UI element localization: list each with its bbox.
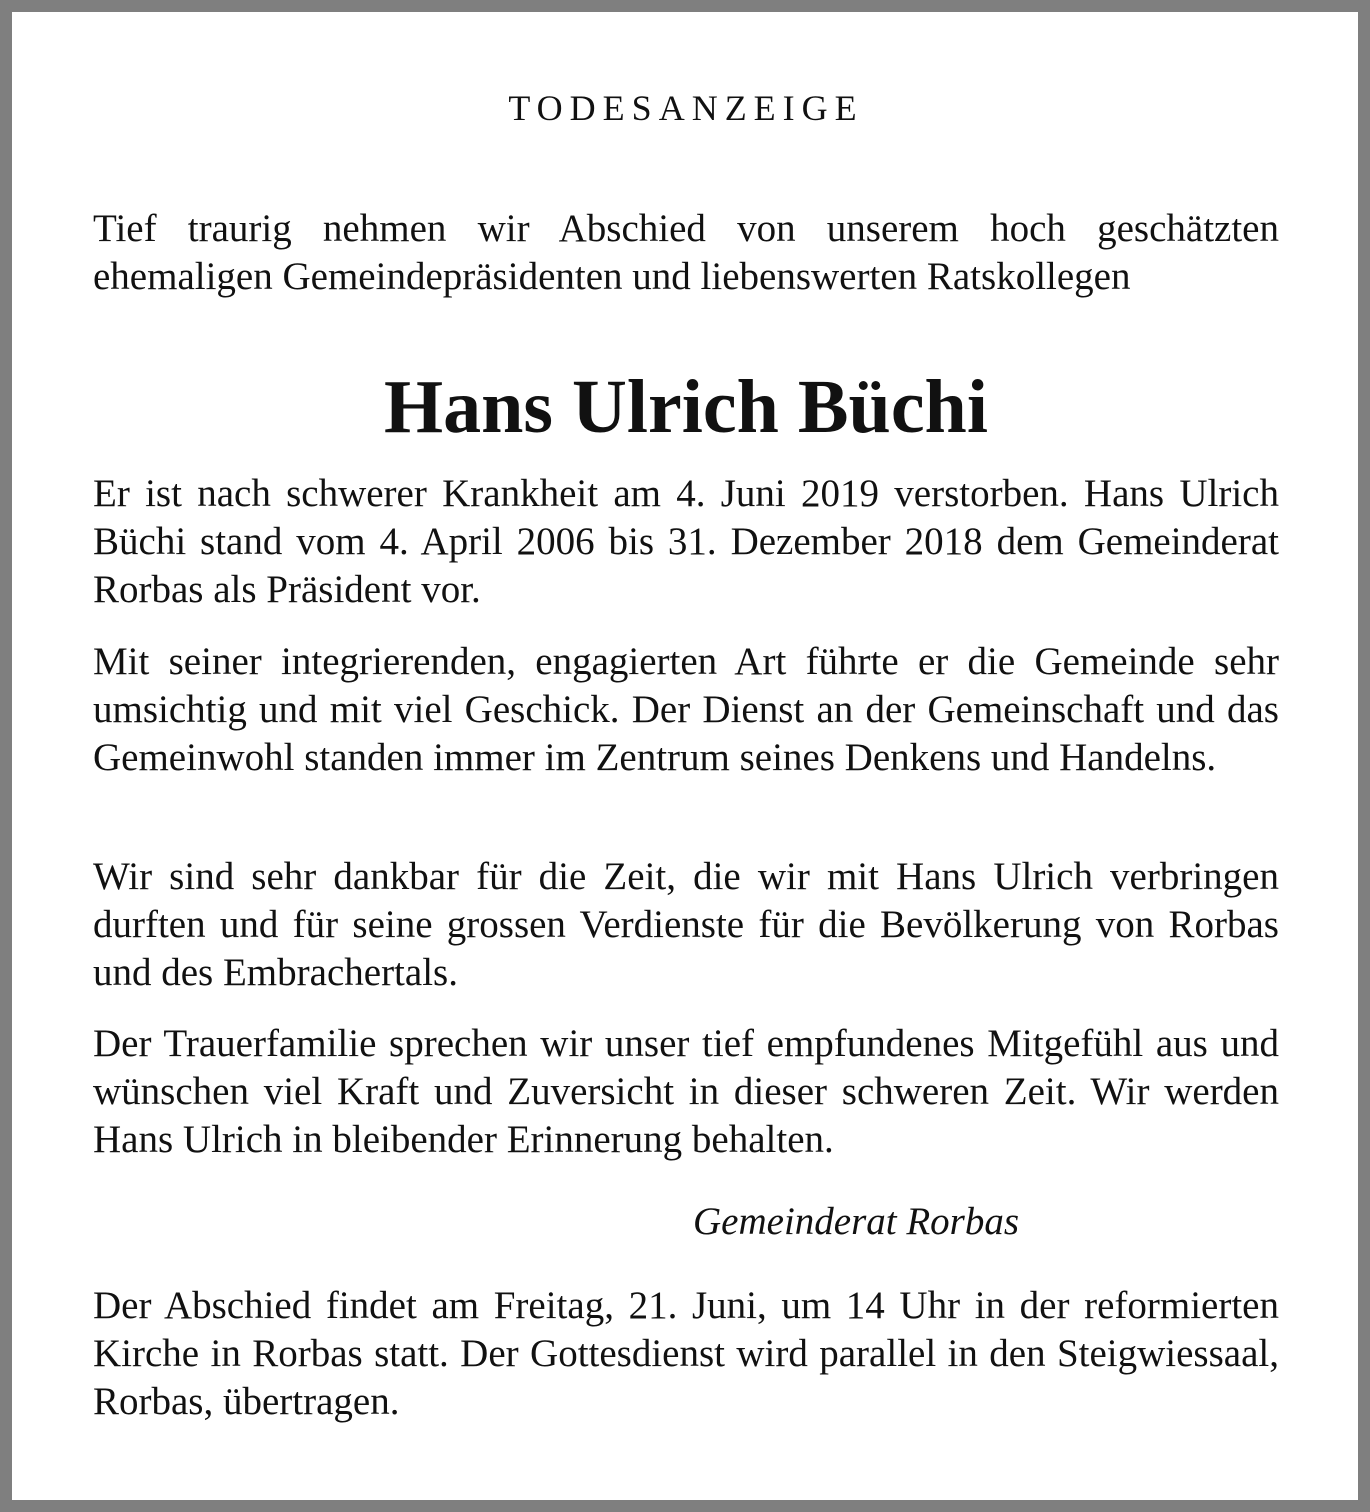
ceremony-paragraph: Der Abschied findet am Freitag, 21. Juni, um 14 Uhr in der reformierten Kirche in Rorbas statt. Der Gottesdienst wird parallel in den Steigwiessaal, Rorbas, übertragen. bbox=[93, 1284, 1279, 1423]
obituary-page bbox=[12, 12, 1358, 1500]
paragraph-death: Er ist nach schwerer Krankheit am 4. Juni 2019 verstorben. Hans Ulrich Büchi stand vom 4. April 2006 bis 31. Dezember 2018 dem Gemeinderat Rorbas als Präsident vor. bbox=[93, 472, 1279, 611]
notice-heading: TODESANZEIGE bbox=[508, 88, 864, 128]
paragraph-tribute: Mit seiner integrierenden, engagierten Art führte er die Gemeinde sehr umsichtig und mit viel Geschick. Der Dienst an der Gemeinschaft und das Gemeinwohl standen immer im Zentrum seines Denkens und Handelns. bbox=[93, 640, 1279, 779]
paragraph-condolences: Der Trauerfamilie sprechen wir unser tief empfundenes Mitgefühl aus und wünschen viel Kraft und Zuversicht in dieser schweren Zeit. Wir werden Hans Ulrich in bleibender Erinnerung behalten. bbox=[93, 1022, 1279, 1161]
intro-paragraph: Tief traurig nehmen wir Abschied von unserem hoch geschätzten ehemaligen Gemeindepräsidenten und liebenswerten Ratskollegen bbox=[93, 207, 1279, 298]
signature: Gemeinderat Rorbas bbox=[693, 1200, 1020, 1243]
paragraph-gratitude: Wir sind sehr dankbar für die Zeit, die wir mit Hans Ulrich verbringen durften und für seine grossen Verdienste für die Bevölkerung von Rorbas und des Embrachertals. bbox=[93, 855, 1279, 994]
deceased-name: Hans Ulrich Büchi bbox=[384, 365, 988, 449]
